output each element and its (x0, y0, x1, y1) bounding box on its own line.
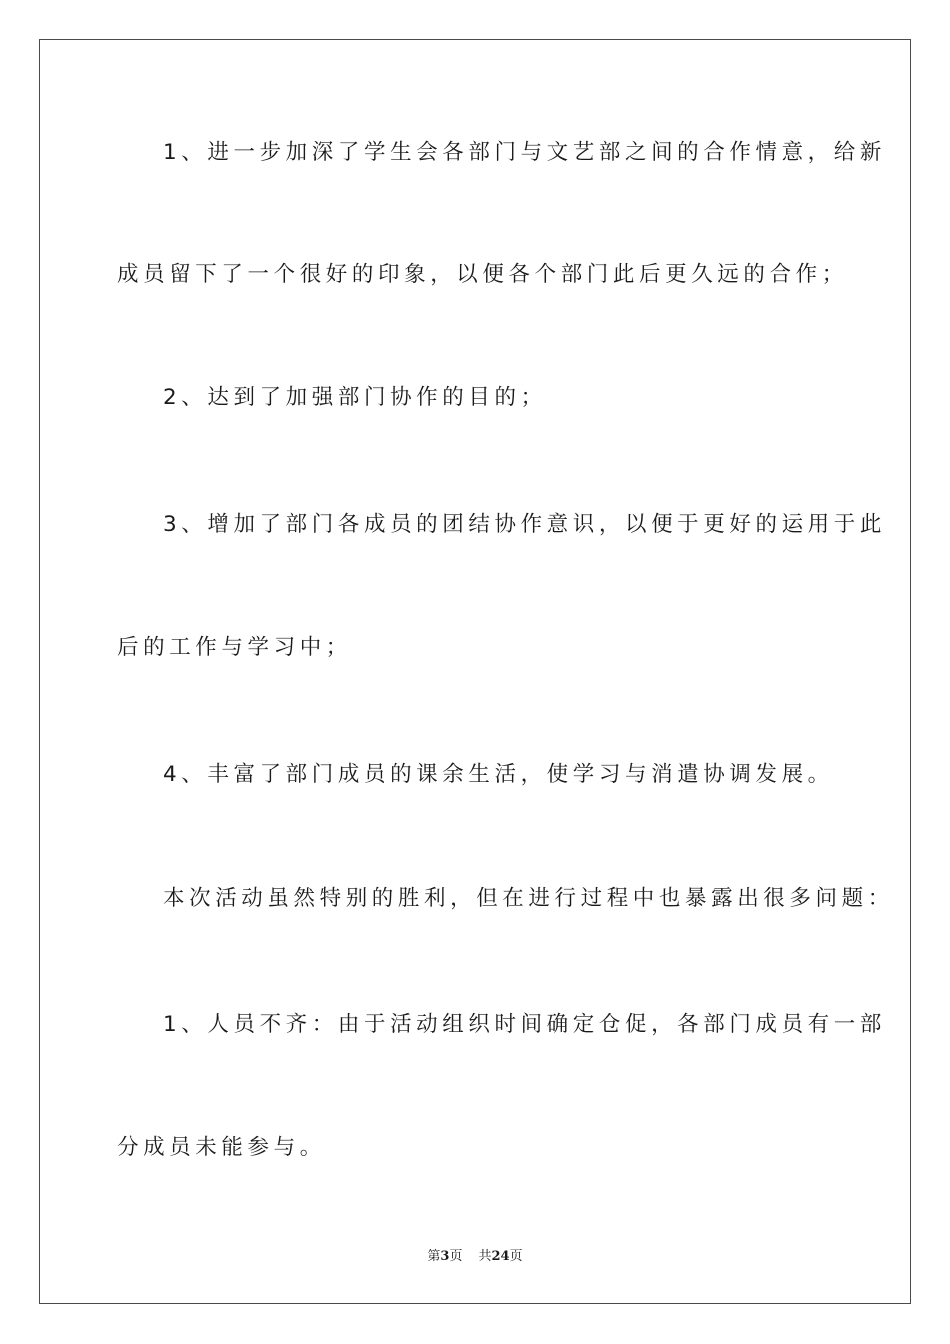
page-footer (0, 1248, 950, 1266)
paragraph-3-line-2: 后的工作与学习中； (117, 635, 352, 660)
paragraph-2-line-1: 2、达到了加强部门协作的目的； (163, 385, 547, 410)
footer-page-total: 24 (491, 1249, 510, 1264)
footer-page-prefix: 第 (427, 1249, 441, 1264)
footer-page-suffix: 页 (449, 1249, 463, 1264)
paragraph-6-line-2: 分成员未能参与。 (117, 1135, 326, 1160)
footer-total-prefix: 共 (478, 1249, 492, 1264)
paragraph-1-line-1: 1、进一步加深了学生会各部门与文艺部之间的合作情意，给新 (163, 140, 886, 165)
paragraph-5-line-1: 本次活动虽然特别的胜利，但在进行过程中也暴露出很多问题： (163, 886, 894, 911)
footer-total-suffix: 页 (509, 1249, 523, 1264)
page-border (39, 39, 911, 1304)
paragraph-1-line-2: 成员留下了一个很好的印象，以便各个部门此后更久远的合作； (117, 262, 848, 287)
paragraph-3-line-1: 3、增加了部门各成员的团结协作意识，以便于更好的运用于此 (163, 512, 886, 537)
footer-page-current: 3 (440, 1249, 450, 1264)
paragraph-4-line-1: 4、丰富了部门成员的课余生活，使学习与消遣协调发展。 (163, 762, 834, 787)
paragraph-6-line-1: 1、人员不齐：由于活动组织时间确定仓促，各部门成员有一部 (163, 1012, 886, 1037)
